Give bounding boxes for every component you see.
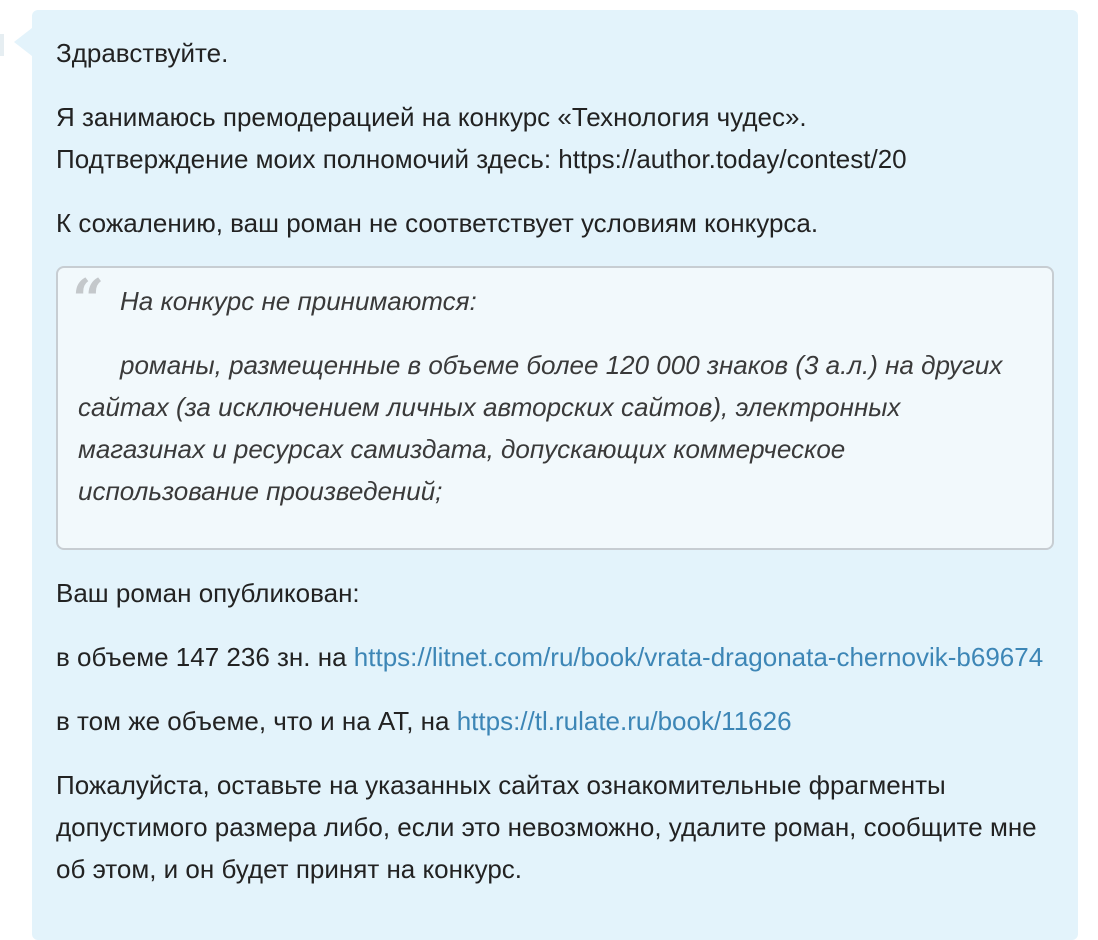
quote-body: романы, размещенные в объеме более 120 000 знаков (3 а.л.) на других сайтах (за исключением личных авторских сайтов), электронных магазинах и ресурсах самиздата, допускающих коммерческое использование произведений; [78, 350, 1003, 506]
quote-heading: На конкурс не принимаются: [120, 286, 477, 316]
rulate-link[interactable]: https://tl.rulate.ru/book/11626 [456, 706, 792, 736]
rulate-paragraph [56, 700, 1054, 742]
intro-line-authority: Подтверждение моих полномочий здесь: https://author.today/contest/20 [56, 144, 907, 174]
intro-line-contest: Я занимаюсь премодерацией на конкурс «Технология чудес». [56, 102, 807, 132]
closing-paragraph: Пожалуйста, оставьте на указанных сайтах ознакомительные фрагменты допустимого размера либо, если это невозможно, удалите роман, сообщите мне об этом, и он будет принят на конкурс. [56, 770, 1037, 884]
sidebar-edge-marker [0, 34, 4, 56]
published-heading: Ваш роман опубликован: [56, 578, 360, 608]
intro-paragraph [56, 96, 1054, 180]
litnet-paragraph [56, 636, 1054, 678]
regret-text: К сожалению, ваш роман не соответствует условиям конкурса. [56, 208, 819, 238]
litnet-prefix: в объеме 147 236 зн. на [56, 642, 354, 672]
quote-open-icon: “ [72, 267, 105, 333]
rules-blockquote [56, 266, 1054, 550]
rulate-prefix: в том же объеме, что и на АТ, на [56, 706, 457, 736]
message-bubble [32, 10, 1078, 940]
message-bubble-tail [14, 28, 32, 56]
greeting-text: Здравствуйте. [56, 38, 229, 68]
litnet-link[interactable]: https://litnet.com/ru/book/vrata-dragonata-chernovik-b69674 [353, 642, 1044, 672]
